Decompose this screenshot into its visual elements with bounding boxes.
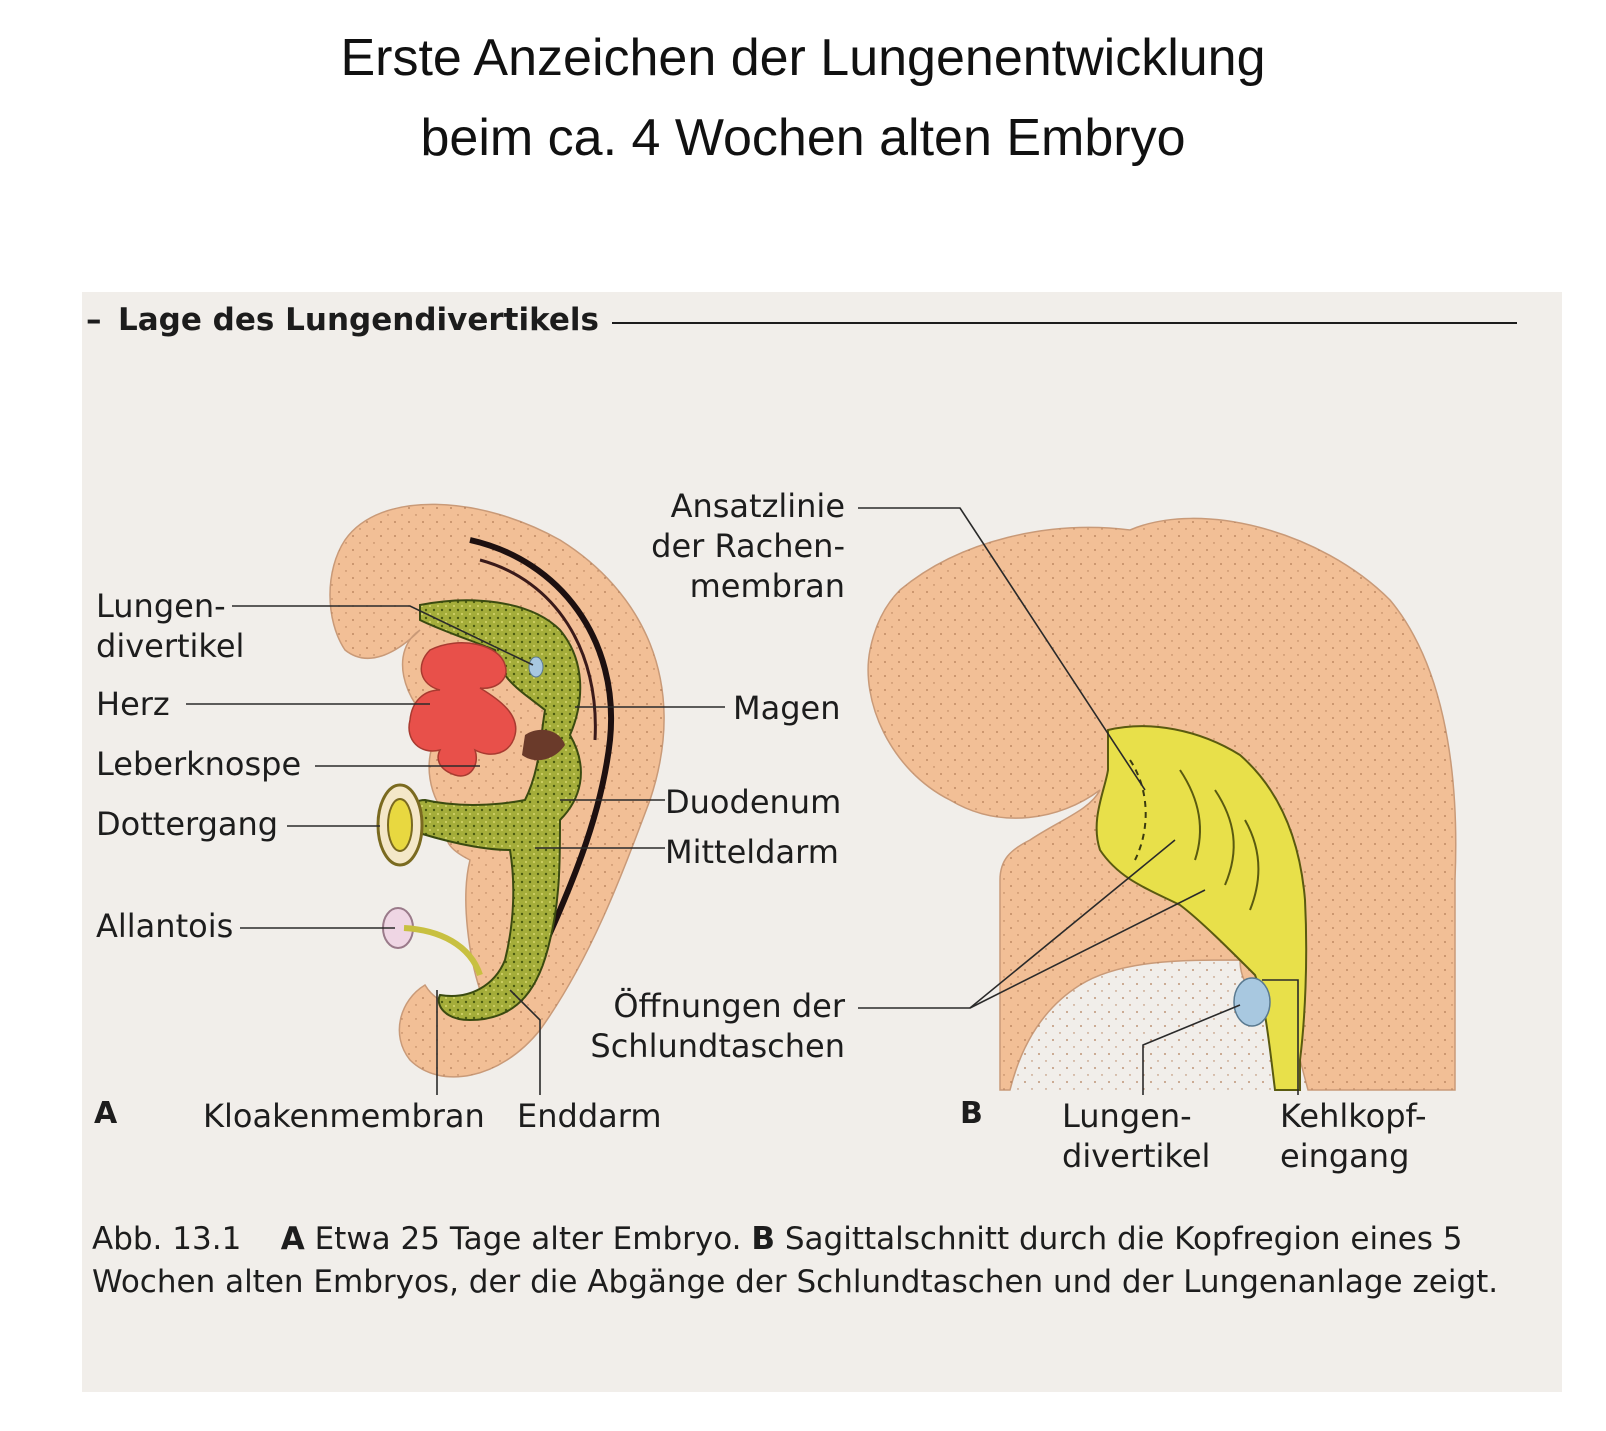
label-lungendivertikel-a-1: Lungen-	[96, 587, 226, 625]
caption-a-letter: A	[280, 1221, 305, 1257]
caption-b-letter: B	[751, 1221, 775, 1257]
slide-title-line-1: Erste Anzeichen der Lungenentwicklung	[340, 29, 1266, 87]
label-ansatzlinie-3: membran	[689, 567, 845, 605]
slide-title-line-2: beim ca. 4 Wochen alten Embryo	[420, 109, 1186, 167]
caption-a-text: Etwa 25 Tage alter Embryo.	[314, 1221, 742, 1257]
lung-bud-b	[1234, 978, 1270, 1026]
lung-bud-a	[529, 657, 543, 677]
label-oeffnungen-1: Öffnungen der	[613, 987, 845, 1025]
figure-caption	[92, 1218, 1542, 1304]
panel-letter-a: A	[94, 1096, 118, 1131]
label-oeffnungen-2: Schlundtaschen	[590, 1027, 845, 1065]
label-lungendivertikel-b-2: divertikel	[1062, 1137, 1211, 1175]
label-mitteldarm: Mitteldarm	[665, 833, 839, 871]
label-herz: Herz	[96, 685, 170, 723]
section-dash: –	[86, 302, 102, 338]
label-enddarm: Enddarm	[517, 1097, 662, 1135]
label-magen: Magen	[733, 689, 841, 727]
embryo-b	[868, 518, 1456, 1090]
label-dottergang: Dottergang	[96, 805, 279, 843]
label-kehlkopf-1: Kehlkopf-	[1280, 1097, 1427, 1135]
section-heading: Lage des Lungendivertikels	[118, 302, 599, 338]
label-leberknospe: Leberknospe	[96, 745, 302, 783]
label-allantois: Allantois	[96, 907, 234, 945]
caption-b-text: Sagittalschnitt durch die Kopfregion eines 5 Wochen alten Embryos, der die Abgänge der Schlundtaschen und der Lungenanlage zeigt.	[92, 1221, 1499, 1300]
caption-abb: Abb. 13.1	[92, 1221, 242, 1257]
panel-letter-b: B	[960, 1096, 983, 1131]
label-kehlkopf-2: eingang	[1280, 1137, 1410, 1175]
label-lungendivertikel-b-1: Lungen-	[1062, 1097, 1192, 1135]
label-lungendivertikel-a-2: divertikel	[96, 627, 245, 665]
label-ansatzlinie-2: der Rachen-	[651, 527, 845, 565]
label-ansatzlinie-1: Ansatzlinie	[670, 487, 845, 525]
label-kloakenmembran: Kloakenmembran	[203, 1097, 485, 1135]
label-duodenum: Duodenum	[665, 783, 842, 821]
